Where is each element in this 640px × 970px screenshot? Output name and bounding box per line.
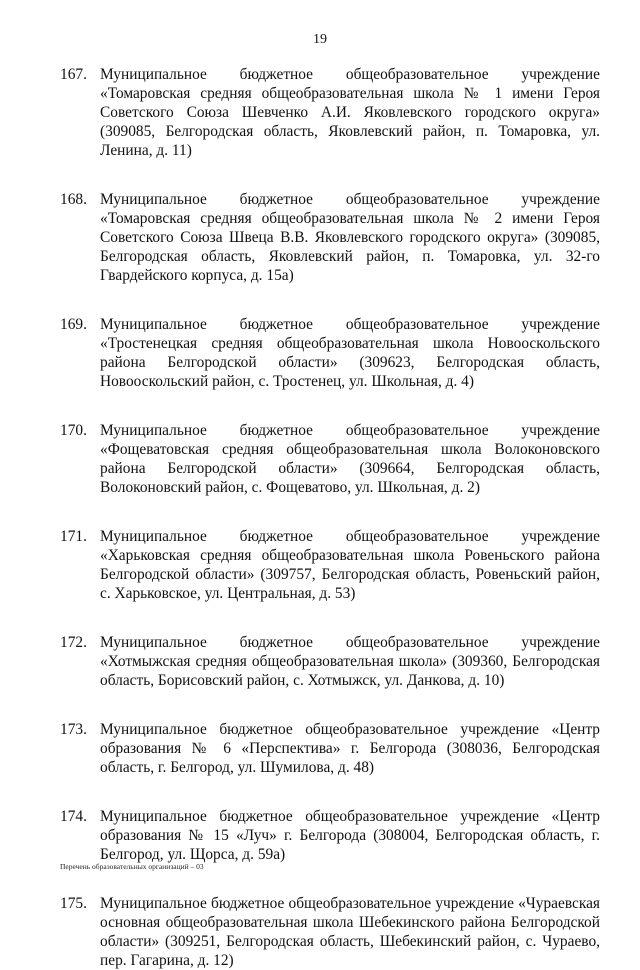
entry-number: 171. xyxy=(60,528,87,545)
entry-number: 167. xyxy=(60,66,87,83)
entry-number: 168. xyxy=(60,191,87,208)
entry-text: Муниципальное бюджетное общеобразовательное учреждение «Хотмыжская средняя общеобразовательная школа» (309360, Белгородская область, Борисовский район, с. Хотмыжск, ул. Данкова, д. 10) xyxy=(100,634,600,689)
entry-number: 173. xyxy=(60,721,87,738)
page-number: 19 xyxy=(313,32,327,47)
entry-text: Муниципальное бюджетное общеобразовательное учреждение «Центр образования № 15 «Луч» г. Белгорода (308004, Белгородская область, г. Белгород, ул. Щорса, д. 59а) xyxy=(100,808,600,863)
entry-number: 172. xyxy=(60,634,87,651)
entry-number: 174. xyxy=(60,808,87,825)
page-footer: Перечень образовательных организаций – 03 xyxy=(60,862,204,871)
list-item xyxy=(60,720,600,777)
entry-number: 170. xyxy=(60,422,87,439)
list-item xyxy=(60,65,600,160)
entry-text: Муниципальное бюджетное общеобразовательное учреждение «Тростенецкая средняя общеобразовательная школа Новооскольского района Белгородской области» (309623, Белгородская область, Новооскольский район, с. Тростенец, ул. Школьная, д. 4) xyxy=(100,316,600,390)
list-item xyxy=(60,421,600,497)
list-item xyxy=(60,894,600,970)
list-item xyxy=(60,807,600,864)
list-item xyxy=(60,190,600,285)
list-item xyxy=(60,315,600,391)
entry-text: Муниципальное бюджетное общеобразовательное учреждение «Чураевская основная общеобразовательная школа Шебекинского района Белгородской области» (309251, Белгородская область, Шебекинский район, с. Чураево, пер. Гагарина, д. 12) xyxy=(100,895,600,969)
entry-text: Муниципальное бюджетное общеобразовательное учреждение «Томаровская средняя общеобразовательная школа № 2 имени Героя Советского Союза Швеца В.В. Яковлевского городского округа» (309085, Белгородская область, Яковлевский район, п. Томаровка, ул. 32-го Гвардейского корпуса, д. 15а) xyxy=(100,191,600,284)
entry-list xyxy=(60,65,600,970)
entry-number: 175. xyxy=(60,895,87,912)
entry-text: Муниципальное бюджетное общеобразовательное учреждение «Фощеватовская средняя общеобразовательная школа Волоконовского района Белгородской области» (309664, Белгородская область, Волоконовский район, с. Фощеватово, ул. Школьная, д. 2) xyxy=(100,422,600,496)
entry-text: Муниципальное бюджетное общеобразовательное учреждение «Харьковская средняя общеобразовательная школа Ровеньского района Белгородской области» (309757, Белгородская область, Ровеньский район, с. Харьковское, ул. Центральная, д. 53) xyxy=(100,528,600,602)
entry-text: Муниципальное бюджетное общеобразовательное учреждение «Томаровская средняя общеобразовательная школа № 1 имени Героя Советского Союза Шевченко А.И. Яковлевского городского округа» (309085, Белгородская область, Яковлевский район, п. Томаровка, ул. Ленина, д. 11) xyxy=(100,66,600,159)
list-item xyxy=(60,527,600,603)
list-item xyxy=(60,633,600,690)
entry-text: Муниципальное бюджетное общеобразовательное учреждение «Центр образования № 6 «Перспектива» г. Белгорода (308036, Белгородская область, г. Белгород, ул. Шумилова, д. 48) xyxy=(100,721,600,776)
entry-number: 169. xyxy=(60,316,87,333)
